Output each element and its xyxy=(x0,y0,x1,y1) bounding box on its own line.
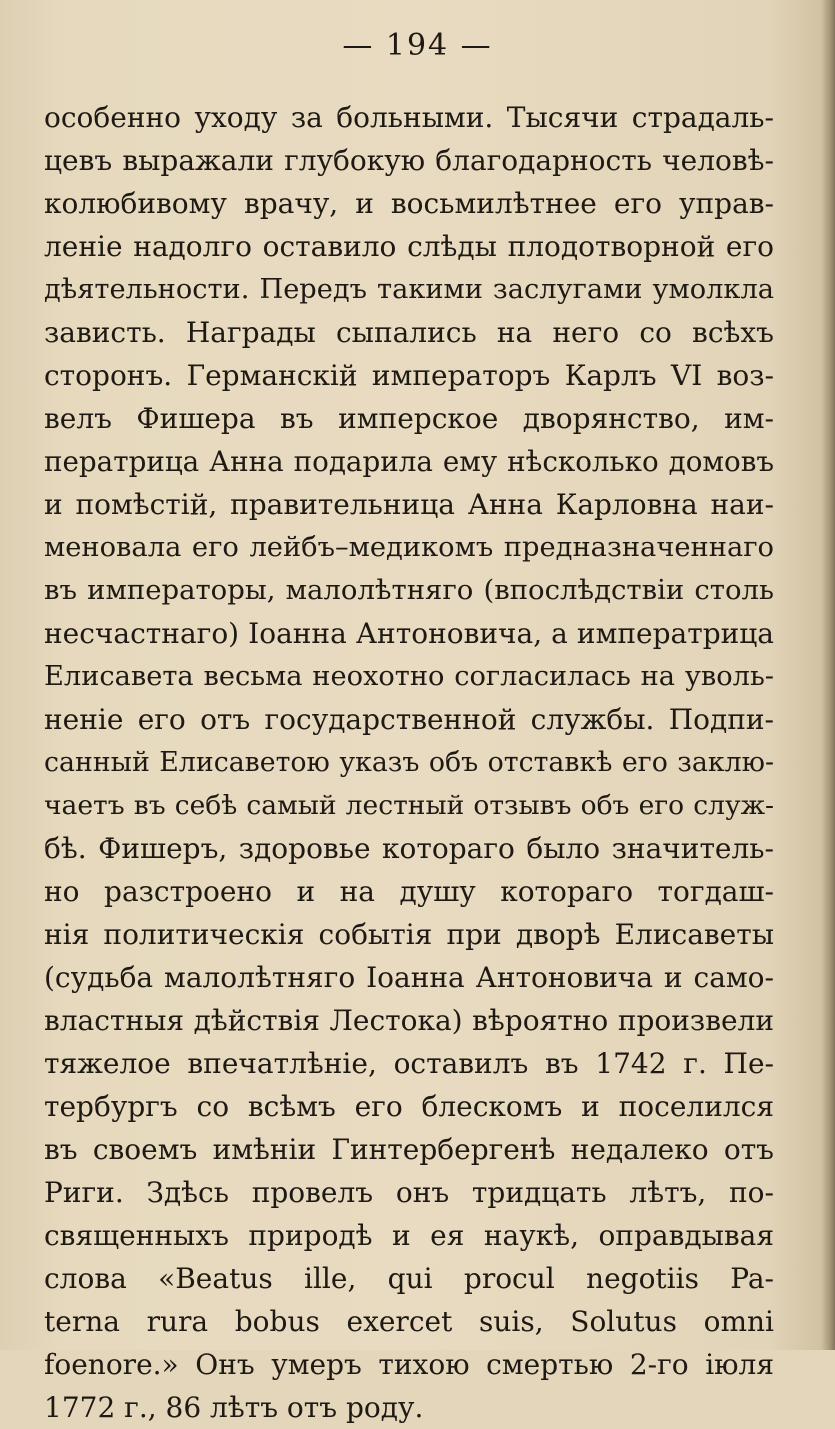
text-line: неніе его отъ государственной службы. Подпи- xyxy=(44,703,774,736)
text-line: несчастнаго) Іоанна Антоновича, а императрица xyxy=(44,617,774,650)
text-line: дѣятельности. Передъ такими заслугами умолкла xyxy=(44,274,774,305)
text-line: и помѣстій, правительница Анна Карловна наи- xyxy=(44,488,774,521)
text-line: санный Елисаветою указъ объ отставкѣ его заклю- xyxy=(44,747,774,778)
text-line-last: 1772 г., 86 лѣтъ отъ роду. xyxy=(44,1391,424,1424)
body-text xyxy=(44,96,774,1429)
text-line: властныя дѣйствія Лестока) вѣроятно произвели xyxy=(44,1004,774,1037)
text-line: бѣ. Фишеръ, здоровье котораго было значитель- xyxy=(44,832,774,865)
text-line: terna rura bobus exercet suis, Solutus omni xyxy=(44,1305,774,1338)
text-line: нія политическія событія при дворѣ Елисаветы xyxy=(44,918,774,951)
text-line: Риги. Здѣсь провелъ онъ тридцать лѣтъ, по- xyxy=(44,1176,774,1209)
text-line: колюбивому врачу, и восьмилѣтнее его управ- xyxy=(44,187,774,220)
text-line: Елисавета весьма неохотно согласилась на уволь- xyxy=(44,661,774,692)
text-line: зависть. Награды сыпались на него со всѣхъ xyxy=(44,316,774,349)
text-line: велъ Фишера въ имперское дворянство, им- xyxy=(44,402,774,435)
text-line: сторонъ. Германскій императоръ Карлъ VI воз- xyxy=(44,359,774,392)
text-line: въ императоры, малолѣтняго (впослѣдствіи столь xyxy=(44,574,774,606)
text-line: чаетъ въ себѣ самый лестный отзывъ объ его служ- xyxy=(44,790,774,821)
text-line: (судьба малолѣтняго Іоанна Антоновича и само- xyxy=(44,961,774,994)
text-line: слова «Beatus ille, qui procul negotiis Pa- xyxy=(44,1262,774,1295)
text-line: особенно уходу за больными. Тысячи страдаль- xyxy=(44,101,774,134)
text-line: въ своемъ имѣніи Гинтербергенѣ недалеко отъ xyxy=(44,1133,774,1166)
text-line: тяжелое впечатлѣніе, оставилъ въ 1742 г. Пе- xyxy=(44,1047,774,1080)
text-line: цевъ выражали глубокую благодарность человѣ- xyxy=(44,144,774,177)
text-line: но разстроено и на душу котораго тогдаш- xyxy=(44,875,774,908)
text-line: foenore.» Онъ умеръ тихою смертью 2-го іюля xyxy=(44,1348,774,1381)
text-line: ператрица Анна подарила ему нѣсколько домовъ xyxy=(44,445,774,478)
page-number: — 194 — xyxy=(342,28,493,63)
page-edge-shadow xyxy=(821,0,835,1350)
text-line: леніе надолго оставило слѣды плодотворной его xyxy=(44,230,774,263)
text-line: тербургъ со всѣмъ его блескомъ и поселился xyxy=(44,1090,774,1123)
text-line: меновала его лейбъ–медикомъ предназначеннаго xyxy=(44,532,774,563)
text-line: священныхъ природѣ и ея наукѣ, оправдывая xyxy=(44,1219,774,1252)
